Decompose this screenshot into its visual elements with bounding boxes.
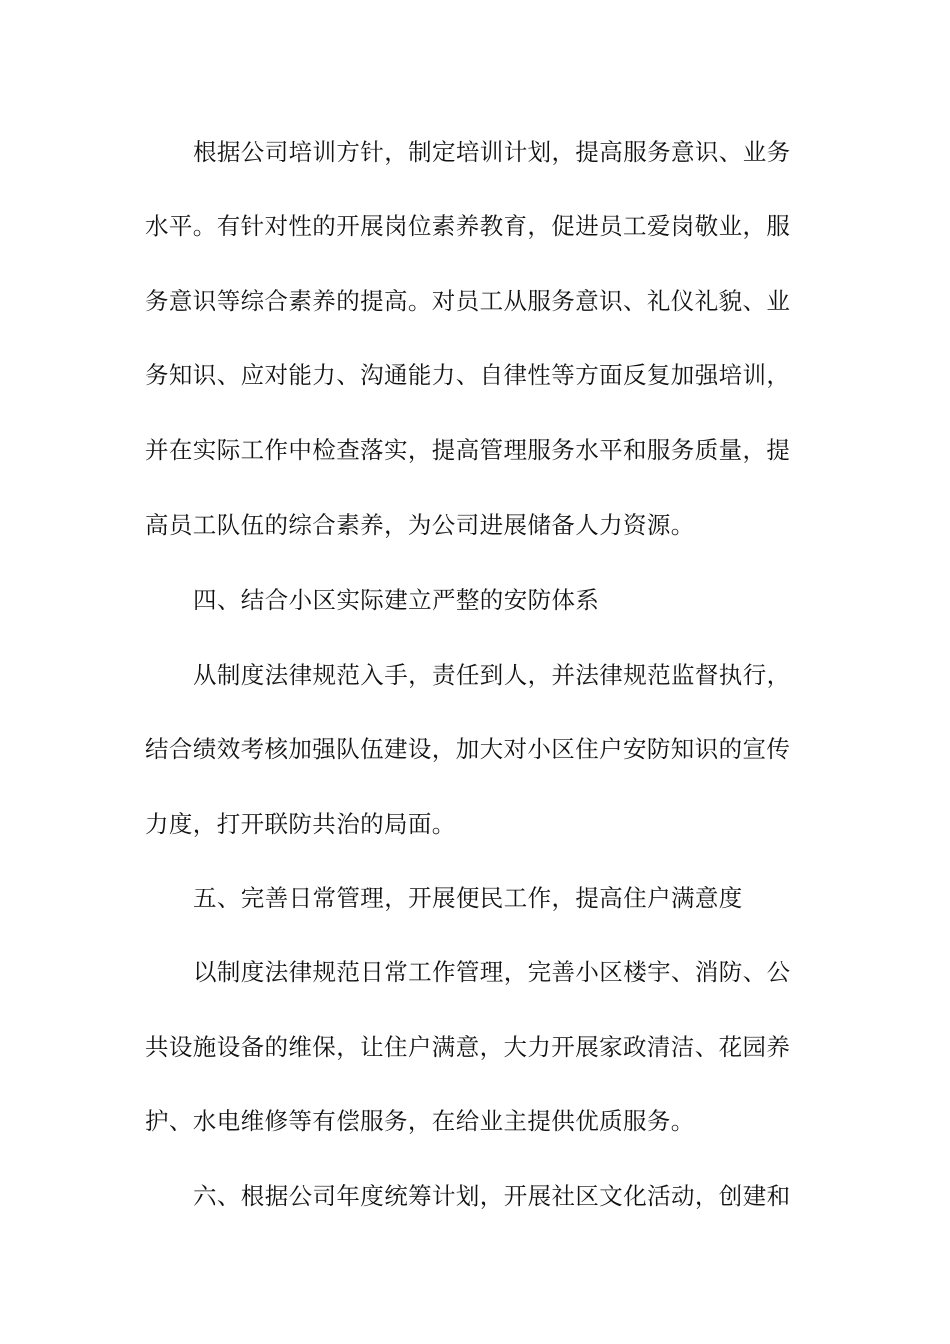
- paragraph-training-line-1: 根据公司培训方针，制定培训计划，提高服务意识、业务: [193, 138, 791, 166]
- paragraph-training-line-4: 务知识、应对能力、沟通能力、自律性等方面反复加强培训，: [145, 361, 791, 389]
- paragraph-security-line-2: 结合绩效考核加强队伍建设，加大对小区住户安防知识的宣传: [145, 735, 791, 763]
- paragraph-training-line-2: 水平。有针对性的开展岗位素养教育，促进员工爱岗敬业，服: [145, 212, 791, 240]
- section-heading-six: 六、根据公司年度统筹计划，开展社区文化活动，创建和: [193, 1182, 791, 1210]
- section-heading-four: 四、结合小区实际建立严整的安防体系: [193, 586, 600, 614]
- paragraph-security-line-3: 力度，打开联防共治的局面。: [145, 810, 456, 838]
- paragraph-training-line-6: 高员工队伍的综合素养，为公司进展储备人力资源。: [145, 511, 695, 539]
- paragraph-training-line-5: 并在实际工作中检查落实，提高管理服务水平和服务质量，提: [145, 436, 791, 464]
- paragraph-training-line-3: 务意识等综合素养的提高。对员工从服务意识、礼仪礼貌、业: [145, 287, 791, 315]
- paragraph-management-line-3: 护、水电维修等有偿服务，在给业主提供优质服务。: [145, 1107, 695, 1135]
- paragraph-management-line-2: 共设施设备的维保，让住户满意，大力开展家政清洁、花园养: [145, 1033, 791, 1061]
- paragraph-management-line-1: 以制度法律规范日常工作管理，完善小区楼宇、消防、公: [193, 958, 791, 986]
- section-heading-five: 五、完善日常管理，开展便民工作，提高住户满意度: [193, 884, 743, 912]
- paragraph-security-line-1: 从制度法律规范入手，责任到人，并法律规范监督执行，: [193, 661, 791, 689]
